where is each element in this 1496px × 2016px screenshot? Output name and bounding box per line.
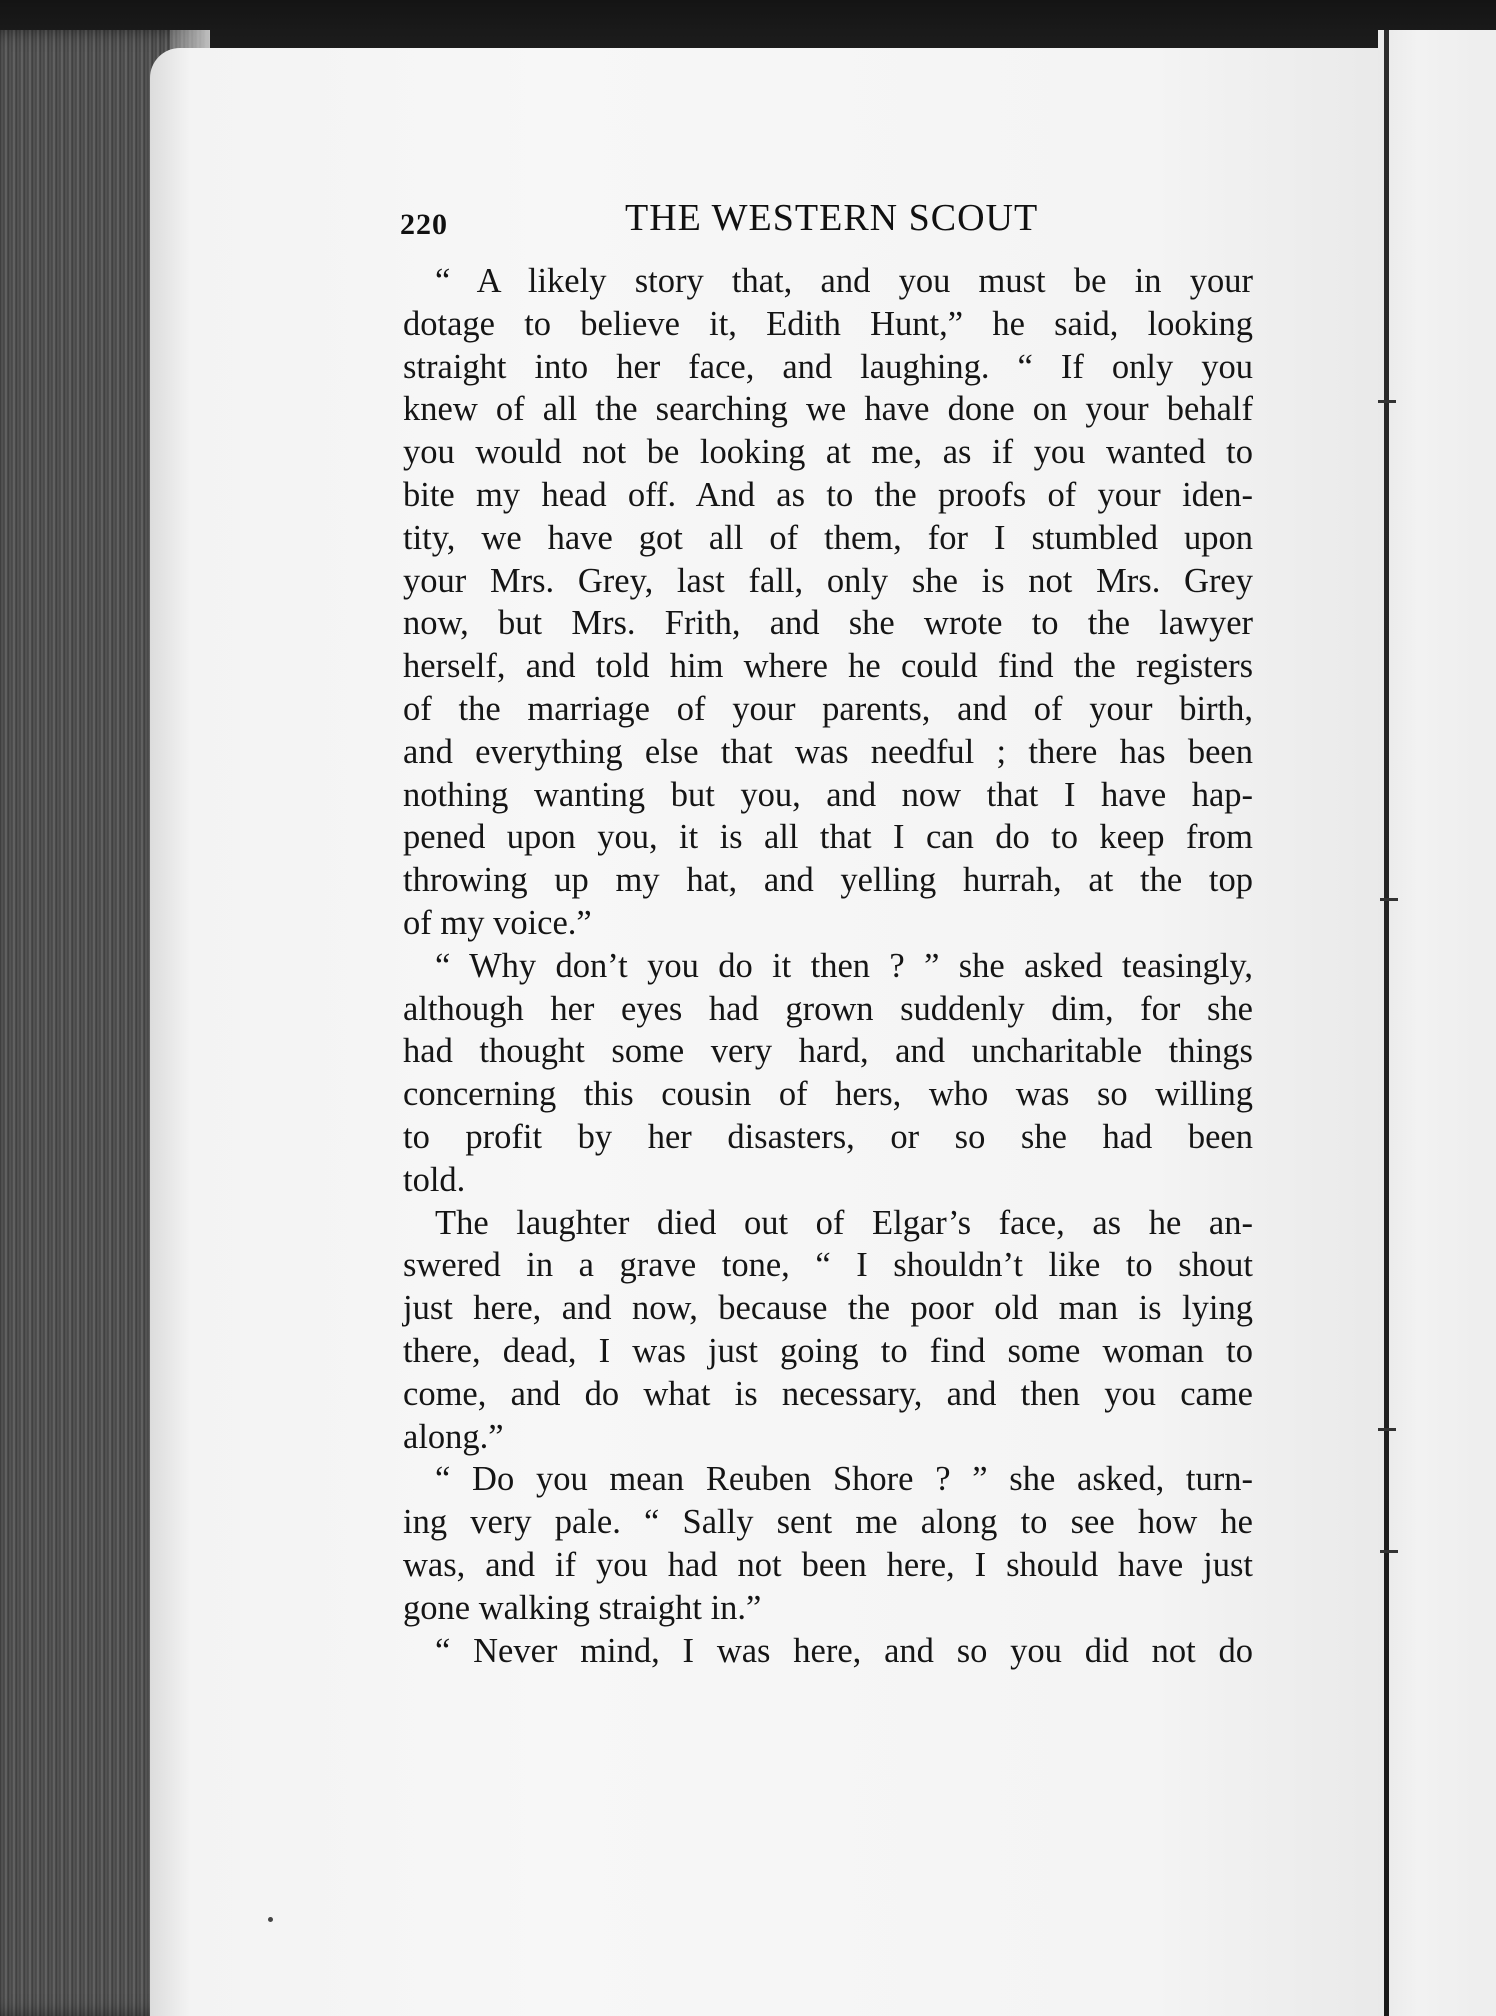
text-line: throwing up my hat, and yelling hurrah, at the top xyxy=(403,861,1253,900)
text-line: “ Why don’t you do it then ? ” she asked teasingly, xyxy=(435,946,1253,985)
text-line: of my voice.” xyxy=(403,903,592,942)
binding-mark xyxy=(1378,400,1396,403)
binding-mark xyxy=(1380,898,1398,901)
paper-speck xyxy=(268,1917,273,1922)
running-head: THE WESTERN SCOUT xyxy=(625,197,1039,239)
text-line: now, but Mrs. Frith, and she wrote to the lawyer xyxy=(403,604,1253,643)
text-line: was, and if you had not been here, I should have just xyxy=(403,1545,1253,1584)
text-line: “ A likely story that, and you must be in your xyxy=(435,262,1253,300)
text-line: your Mrs. Grey, last fall, only she is not Mrs. Grey xyxy=(403,561,1253,600)
text-line: tity, we have got all of them, for I stumbled upon xyxy=(403,518,1253,557)
text-line: and everything else that was needful ; there has been xyxy=(403,732,1253,771)
text-line: told. xyxy=(403,1160,466,1199)
text-line: to profit by her disasters, or so she had been xyxy=(403,1117,1253,1156)
text-line: straight into her face, and laughing. “ If only you xyxy=(403,347,1253,386)
text-line: “ Never mind, I was here, and so you did not do xyxy=(435,1631,1253,1670)
text-line: ing very pale. “ Sally sent me along to see how he xyxy=(403,1503,1253,1542)
text-line: knew of all the searching we have done on your behalf xyxy=(403,390,1253,429)
right-gutter xyxy=(1378,30,1496,2016)
text-line: dotage to believe it, Edith Hunt,” he said, looking xyxy=(403,304,1253,343)
page-header xyxy=(400,196,1260,250)
text-line: although her eyes had grown suddenly dim, for she xyxy=(403,989,1253,1028)
text-line: just here, and now, because the poor old man is lying xyxy=(403,1289,1253,1328)
binding-line xyxy=(1384,30,1389,2016)
binding-mark xyxy=(1378,1428,1396,1431)
text-line: “ Do you mean Reuben Shore ? ” she asked, turn- xyxy=(435,1460,1253,1499)
text-line: come, and do what is necessary, and then you came xyxy=(403,1374,1253,1413)
binding-mark xyxy=(1380,1550,1398,1553)
text-line: gone walking straight in.” xyxy=(403,1588,762,1627)
text-line: there, dead, I was just going to find some woman to xyxy=(403,1331,1253,1370)
text-line: of the marriage of your parents, and of your birth, xyxy=(403,689,1253,728)
text-line: you would not be looking at me, as if you wanted to xyxy=(403,433,1253,472)
text-line: herself, and told him where he could find the registers xyxy=(403,647,1253,686)
text-line: The laughter died out of Elgar’s face, as he an- xyxy=(435,1203,1253,1242)
text-line: pened upon you, it is all that I can do to keep from xyxy=(403,818,1253,857)
text-line: had thought some very hard, and uncharitable things xyxy=(403,1032,1253,1071)
page-number: 220 xyxy=(400,208,448,241)
text-line: nothing wanting but you, and now that I have hap- xyxy=(403,775,1253,814)
text-line: bite my head off. And as to the proofs of your iden- xyxy=(403,475,1253,514)
text-line: along.” xyxy=(403,1417,504,1456)
text-line: concerning this cousin of hers, who was so willing xyxy=(403,1075,1253,1114)
text-line: swered in a grave tone, “ I shouldn’t like to shout xyxy=(403,1246,1253,1285)
body-text xyxy=(403,260,1253,1672)
